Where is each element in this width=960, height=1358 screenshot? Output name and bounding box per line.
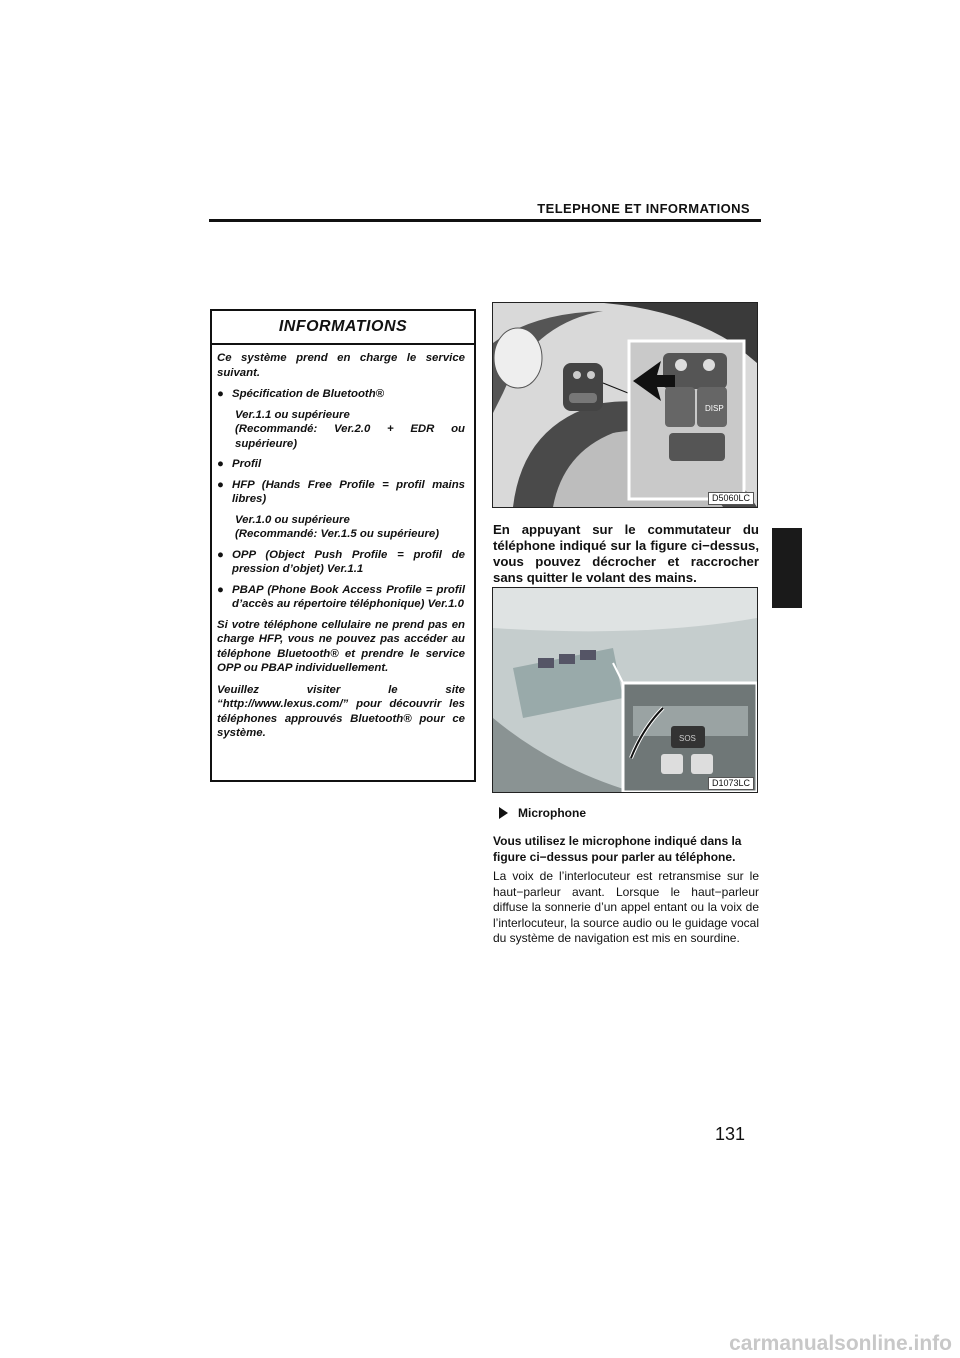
info-bullet-opp: ● OPP (Object Push Profile = profil de pression d’objet) Ver.1.1 (217, 548, 465, 575)
triangle-bullet-icon (499, 807, 508, 819)
header-rule (209, 219, 761, 222)
steering-wheel-figure (492, 302, 758, 508)
microphone-usage-text: Vous utilisez le microphone indiqué dans la figure ci−dessus pour parler au téléphone. (493, 834, 742, 864)
bullet-icon: ● (217, 583, 224, 596)
info-note-hfp: Si votre téléphone cellulaire ne prend pas en charge HFP, vous ne pouvez pas accéder au téléphone Bluetooth® et prendre le service OPP ou PBAP individuellement. (217, 618, 465, 674)
bullet-icon: ● (217, 478, 224, 491)
watermark: carmanualsonline.info (729, 1332, 952, 1355)
steering-switch-caption: En appuyant sur le commutateur du téléphone indiqué sur la figure ci−dessus, vous pouvez décrocher et raccrocher sans quitter le volant des mains. (493, 522, 759, 585)
chapter-tab (772, 528, 802, 608)
bullet-icon: ● (217, 388, 224, 400)
informations-title: INFORMATIONS (212, 311, 474, 345)
overhead-microphone-figure (492, 587, 758, 793)
info-bullet-pbap: ● PBAP (Phone Book Access Profile = profil d’accès au répertoire téléphonique) Ver.1.0 (217, 583, 465, 610)
sos-button-label: SOS (679, 734, 696, 743)
speaker-description-text: La voix de l’interlocuteur est retransmise sur le haut−parleur avant. Lorsque le haut−parleur diffuse la sonnerie d’un appel entant ou la voix de l’interlocuteur, la source audio ou le guidage vocal du système de navigation est mis en sourdine. (493, 869, 759, 945)
info-sub-bluetooth: Ver.1.1 ou supérieure (Recommandé: Ver.2.0 + EDR ou supérieure) (235, 408, 465, 450)
disp-button-label: DISP (705, 404, 724, 413)
bullet-icon: ● (217, 548, 224, 561)
overhead-console-illustration (493, 588, 757, 792)
info-note-website: Veuillez visiter le site “http://www.lexus.com/” pour découvrir les téléphones approuvés Bluetooth® pour ce système. (217, 683, 465, 739)
section-header-title: TELEPHONE ET INFORMATIONS (537, 201, 750, 216)
info-bullet-bluetooth: ● Spécification de Bluetooth® (217, 388, 385, 400)
info-bullet-hfp: ● HFP (Hands Free Profile = profil mains libres) (217, 478, 465, 505)
microphone-subheading: Microphone (493, 806, 759, 820)
informations-box (210, 309, 476, 782)
figure-code: D5060LC (708, 492, 754, 505)
steering-wheel-illustration (493, 303, 757, 507)
page-number: 131 (715, 1124, 746, 1144)
info-intro: Ce système prend en charge le service suivant. (217, 352, 465, 379)
informations-body (212, 345, 474, 741)
info-bullet-profil: ● Profil (217, 458, 262, 470)
bullet-icon: ● (217, 458, 224, 470)
info-sub-hfp: Ver.1.0 ou supérieure (Recommandé: Ver.1.5 ou supérieure) (235, 513, 440, 540)
figure-code: D1073LC (708, 777, 754, 790)
